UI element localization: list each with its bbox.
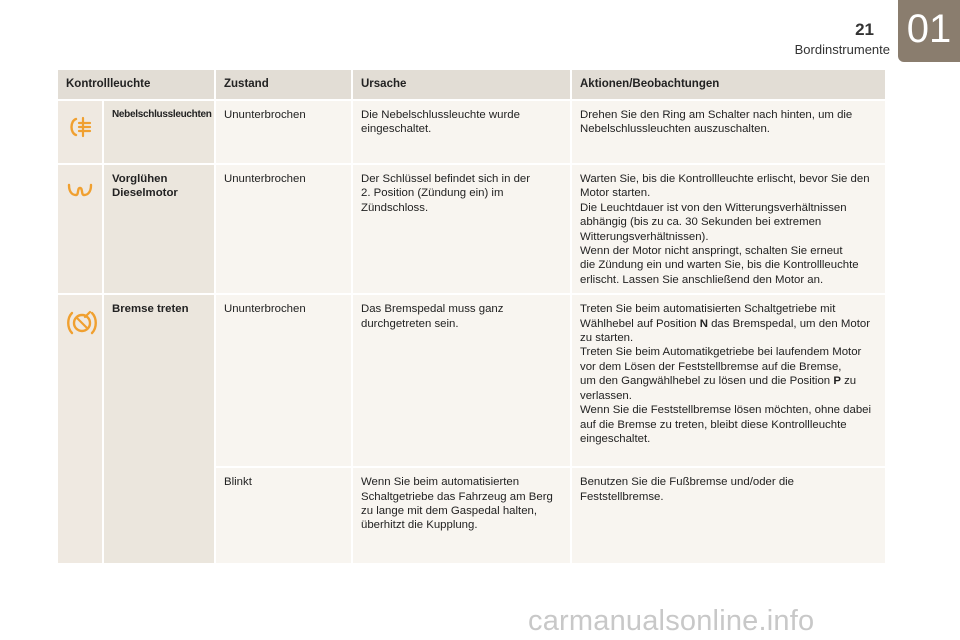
icon-cell xyxy=(58,164,103,294)
warning-light-name: Nebelschlussleuchten xyxy=(103,100,215,164)
aktion-cell: Treten Sie beim automatisierten Schaltgetriebe mit Wählhebel auf Position N das Bremspedal, um den Motor zu starten. Treten Sie beim Automatikgetriebe bei laufendem Motor vor dem Lösen der Feststellbremse auf die Bremse, um den Gangwählhebel zu lösen und die Position P zu verlassen. Wenn Sie die Feststellbremse lösen möchten, ohne dabei auf die Bremse zu treten, bleibt diese Kontrollleuchte eingeschaltet. xyxy=(571,294,886,467)
aktion-cell: Benutzen Sie die Fußbremse und/oder die Feststellbremse. xyxy=(571,467,886,563)
section-title: Bordinstrumente xyxy=(794,42,890,57)
page-number: 21 xyxy=(855,20,874,39)
table-row xyxy=(58,294,886,467)
glow-plug-icon xyxy=(66,179,94,201)
column-header-kontrollleuchte: Kontrollleuchte xyxy=(58,70,215,100)
icon-cell xyxy=(58,100,103,164)
watermark: carmanualsonline.info xyxy=(528,605,815,637)
zustand-cell: Ununterbrochen xyxy=(215,100,352,164)
table-row xyxy=(58,100,886,164)
icon-cell xyxy=(58,294,103,563)
zustand-cell: Blinkt xyxy=(215,467,352,563)
ursache-cell: Die Nebelschlussleuchte wurde eingeschaltet. xyxy=(352,100,571,164)
position-p-label: P xyxy=(833,375,841,388)
ursache-cell: Der Schlüssel befindet sich in der 2. Position (Zündung ein) im Zündschloss. xyxy=(352,164,571,294)
warning-light-name: Bremse treten xyxy=(103,294,215,563)
column-header-ursache: Ursache xyxy=(352,70,571,100)
warning-lights-table xyxy=(58,70,887,563)
table-row xyxy=(58,164,886,294)
warning-light-name: Vorglühen Dieselmotor xyxy=(103,164,215,294)
table-header-row xyxy=(58,70,886,100)
aktion-cell: Drehen Sie den Ring am Schalter nach hinten, um die Nebelschlussleuchten auszuschalten. xyxy=(571,100,886,164)
aktion-cell: Warten Sie, bis die Kontrollleuchte erlischt, bevor Sie den Motor starten. Die Leuchtdauer ist von den Witterungsverhältnissen abhängig (bis zu ca. 30 Sekunden bei extremen Witterungsverhältnissen). Wenn der Motor nicht anspringt, schalten Sie erneut die Zündung ein und warten Sie, bis die Kontrollleuchte erlischt. Lassen Sie anschließend den Motor an. xyxy=(571,164,886,294)
column-header-aktionen: Aktionen/Beobachtungen xyxy=(571,70,886,100)
ursache-cell: Das Bremspedal muss ganz durchgetreten sein. xyxy=(352,294,571,467)
position-n-label: N xyxy=(699,317,708,330)
zustand-cell: Ununterbrochen xyxy=(215,164,352,294)
chapter-tab: 01 xyxy=(898,0,960,62)
column-header-zustand: Zustand xyxy=(215,70,352,100)
brake-pedal-icon xyxy=(66,309,94,337)
ursache-cell: Wenn Sie beim automatisierten Schaltgetriebe das Fahrzeug am Berg zu lange mit dem Gaspedal halten, überhitzt die Kupplung. xyxy=(352,467,571,563)
rear-fog-light-icon xyxy=(66,115,94,139)
zustand-cell: Ununterbrochen xyxy=(215,294,352,467)
